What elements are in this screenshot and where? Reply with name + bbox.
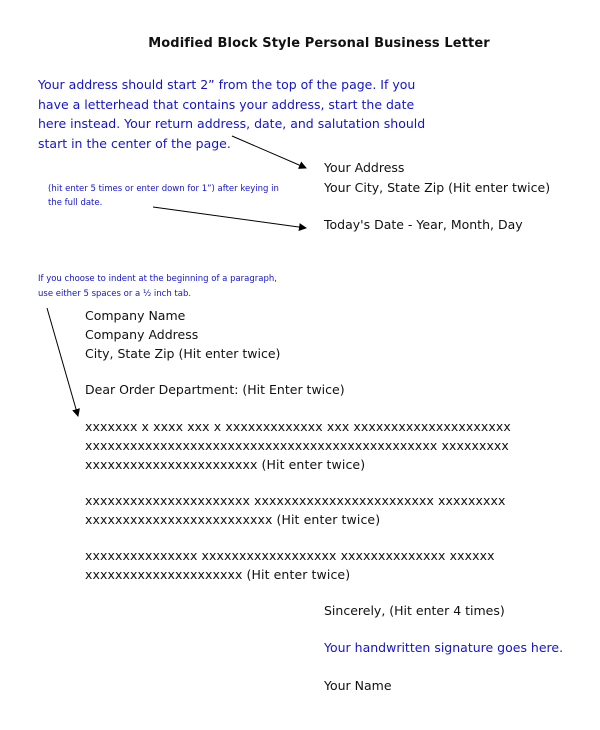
paragraph1-line1: xxxxxxx x xxxx xxx x xxxxxxxxxxxxx xxx xxxxxxxxxxxxxxxxxxxxx [85, 419, 511, 434]
signer-name: Your Name [324, 678, 392, 693]
date-line: Today's Date - Year, Month, Day [324, 217, 523, 232]
inside-address-line3: City, State Zip (Hit enter twice) [85, 346, 281, 361]
arrow-to-return-address [232, 136, 306, 168]
paragraph1-line2: xxxxxxxxxxxxxxxxxxxxxxxxxxxxxxxxxxxxxxxxxxxxxxx xxxxxxxxx [85, 438, 509, 453]
page-title: Modified Block Style Personal Business Letter [148, 36, 490, 51]
return-address-line1: Your Address [324, 160, 405, 175]
paragraph3-line1: xxxxxxxxxxxxxxx xxxxxxxxxxxxxxxxxx xxxxxxxxxxxxxx xxxxxx [85, 548, 495, 563]
arrow-to-date [153, 207, 306, 228]
paragraph2-line2: xxxxxxxxxxxxxxxxxxxxxxxxx (Hit enter twice) [85, 512, 381, 527]
signature-note: Your handwritten signature goes here. [324, 640, 564, 655]
paragraph2-line1: xxxxxxxxxxxxxxxxxxxxxx xxxxxxxxxxxxxxxxxxxxxxxx xxxxxxxxx [85, 493, 506, 508]
salutation: Dear Order Department: (Hit Enter twice) [85, 382, 345, 397]
keying-note: (hit enter 5 times or enter down for 1”) after keying in the full date. [48, 184, 279, 208]
paragraph3-line2: xxxxxxxxxxxxxxxxxxxxx (Hit enter twice) [85, 567, 351, 582]
inside-address-line2: Company Address [85, 327, 199, 342]
closing: Sincerely, (Hit enter 4 times) [324, 603, 505, 618]
indent-note: If you choose to indent at the beginning of a paragraph, use either 5 spaces or a ½ inch tab. [38, 274, 277, 299]
inside-address-line1: Company Name [85, 308, 186, 323]
return-address-line2: Your City, State Zip (Hit enter twice) [324, 180, 551, 195]
address-instructions-note: Your address should start 2” from the top of the page. If you have a letterhead that contains your address, start the date here instead. Your return address, date, and salutation should start in the center of the page. [38, 77, 426, 151]
arrow-to-paragraph-indent [47, 308, 78, 416]
paragraph1-line3: xxxxxxxxxxxxxxxxxxxxxxx (Hit enter twice) [85, 457, 366, 472]
